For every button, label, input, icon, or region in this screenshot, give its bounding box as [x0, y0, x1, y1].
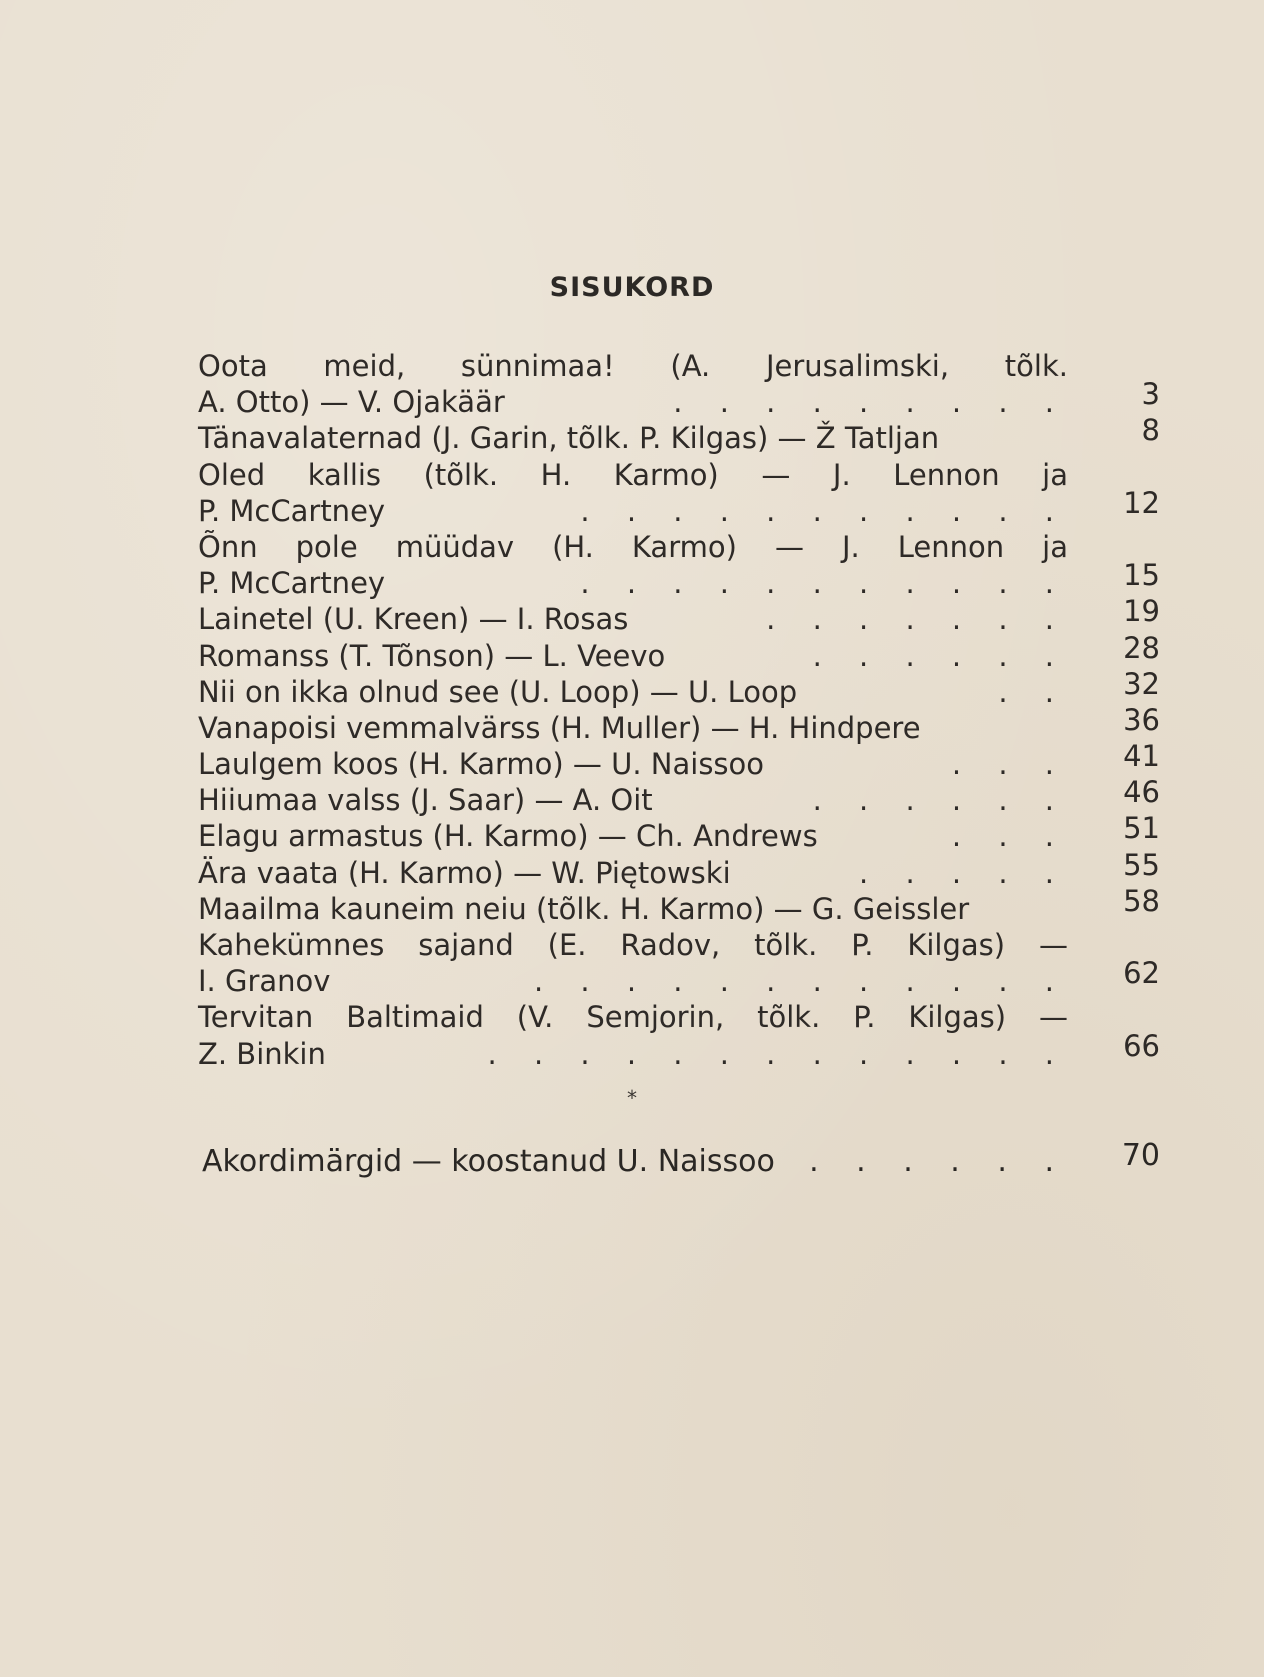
toc-line-text: P. McCartney	[198, 566, 386, 601]
toc-line	[198, 811, 1160, 854]
toc-page-number: 3	[1141, 377, 1160, 412]
toc-line-text: Z. Binkin	[198, 1036, 326, 1071]
toc-line	[198, 956, 1160, 999]
section-separator: *	[627, 1086, 637, 1110]
toc-line	[198, 1028, 1160, 1072]
toc-page-number: 32	[1123, 666, 1160, 701]
toc-line-text: Elagu armastus (H. Karmo) — Ch. Andrews	[198, 819, 818, 854]
toc-line-text: I. Granov	[198, 964, 331, 999]
toc-line	[198, 739, 1160, 782]
toc-line-text: Vanapoisi vemmalvärss (H. Muller) — H. Hindpere	[198, 710, 921, 745]
toc-page-number: 58	[1123, 883, 1160, 918]
toc-page-number: 28	[1123, 630, 1160, 665]
toc-line-text: Akordimärgid — koostanud U. Naissoo	[202, 1144, 775, 1179]
toc-line	[198, 348, 1160, 384]
toc-page-number: 36	[1123, 702, 1160, 737]
toc-line-text: Õnn pole müüdav (H. Karmo) — J. Lennon ja	[198, 529, 1068, 564]
page-title: SISUKORD	[549, 272, 715, 303]
toc-line	[198, 377, 1160, 420]
toc-dot-leader: . . . . . . . . . . . . .	[487, 1036, 1068, 1071]
toc-line	[198, 413, 1160, 456]
toc-line-text: Tervitan Baltimaid (V. Semjorin, tõlk. P. Kilgas) —	[198, 1000, 1068, 1035]
toc-page-number: 8	[1141, 413, 1160, 448]
toc-line	[198, 702, 1160, 746]
toc-line-text: Lainetel (U. Kreen) — I. Rosas	[198, 602, 629, 637]
toc-page-number: 12	[1123, 485, 1160, 520]
toc-line	[198, 666, 1160, 710]
toc-line-text: Nii on ikka olnud see (U. Loop) — U. Loop	[198, 674, 798, 709]
toc-line-text: Laulgem koos (H. Karmo) — U. Naissoo	[198, 747, 765, 782]
toc-dot-leader: . . .	[951, 747, 1068, 782]
toc-dot-leader: . . .	[951, 819, 1068, 854]
toc-line	[198, 485, 1160, 529]
toc-line-text: Kahekümnes sajand (E. Radov, tõlk. P. Kilgas) —	[198, 928, 1068, 962]
toc-line-text: Hiiumaa valss (J. Saar) — A. Oit	[198, 783, 653, 818]
toc-page-number: 51	[1123, 811, 1160, 846]
toc-line-text: Ära vaata (H. Karmo) — W. Piętowski	[198, 855, 731, 890]
toc-line-text: A. Otto) — V. Ojakäär	[198, 385, 505, 420]
toc-page-number: 55	[1123, 847, 1160, 882]
toc-dot-leader: . .	[998, 674, 1068, 709]
toc-page-number: 46	[1123, 775, 1160, 810]
toc-dot-leader: . . . . . . . . .	[673, 385, 1068, 420]
toc-line-text: Tänavalaternad (J. Garin, tõlk. P. Kilgas) — Ž Tatljan	[198, 421, 940, 456]
toc-line	[198, 847, 1160, 891]
toc-line-text: Romanss (T. Tõnson) — L. Veevo	[198, 638, 666, 673]
toc-line	[198, 999, 1160, 1035]
toc-line	[198, 775, 1160, 818]
toc-page-number: 66	[1123, 1028, 1160, 1063]
toc-dot-leader: . . . . . .	[812, 638, 1068, 673]
toc-page-number: 70	[1121, 1138, 1160, 1173]
toc-dot-leader: . . . . . . . . . . . .	[533, 964, 1068, 999]
toc-line	[198, 529, 1160, 565]
toc-dot-leader: . . . . . . . . . . .	[580, 493, 1068, 528]
toc-line-text: Maailma kauneim neiu (tõlk. H. Karmo) — G. Geissler	[198, 891, 970, 926]
toc-line	[198, 883, 1160, 927]
toc-page-number: 19	[1123, 594, 1160, 629]
toc-dot-leader: . . . . . .	[809, 1144, 1068, 1179]
toc-appendix-line	[202, 1138, 1160, 1182]
toc-line	[198, 630, 1160, 674]
toc-line	[198, 558, 1160, 601]
table-of-contents	[198, 348, 1160, 1072]
toc-dot-leader: . . . . . .	[812, 783, 1068, 818]
toc-line	[198, 594, 1160, 637]
toc-page-number: 41	[1123, 739, 1160, 774]
toc-page-number: 62	[1123, 956, 1160, 991]
toc-dot-leader: . . . . .	[859, 855, 1068, 890]
toc-line	[198, 927, 1160, 963]
toc-page-number: 15	[1123, 558, 1160, 593]
toc-line-text: Oota meid, sünnimaa! (A. Jerusalimski, tõlk.	[198, 349, 1068, 383]
toc-line-text: Oled kallis (tõlk. H. Karmo) — J. Lennon ja	[198, 457, 1068, 492]
toc-dot-leader: . . . . . . . . . . .	[580, 566, 1068, 601]
toc-line	[198, 457, 1160, 493]
toc-line-text: P. McCartney	[198, 493, 386, 528]
toc-dot-leader: . . . . . . .	[766, 602, 1068, 637]
